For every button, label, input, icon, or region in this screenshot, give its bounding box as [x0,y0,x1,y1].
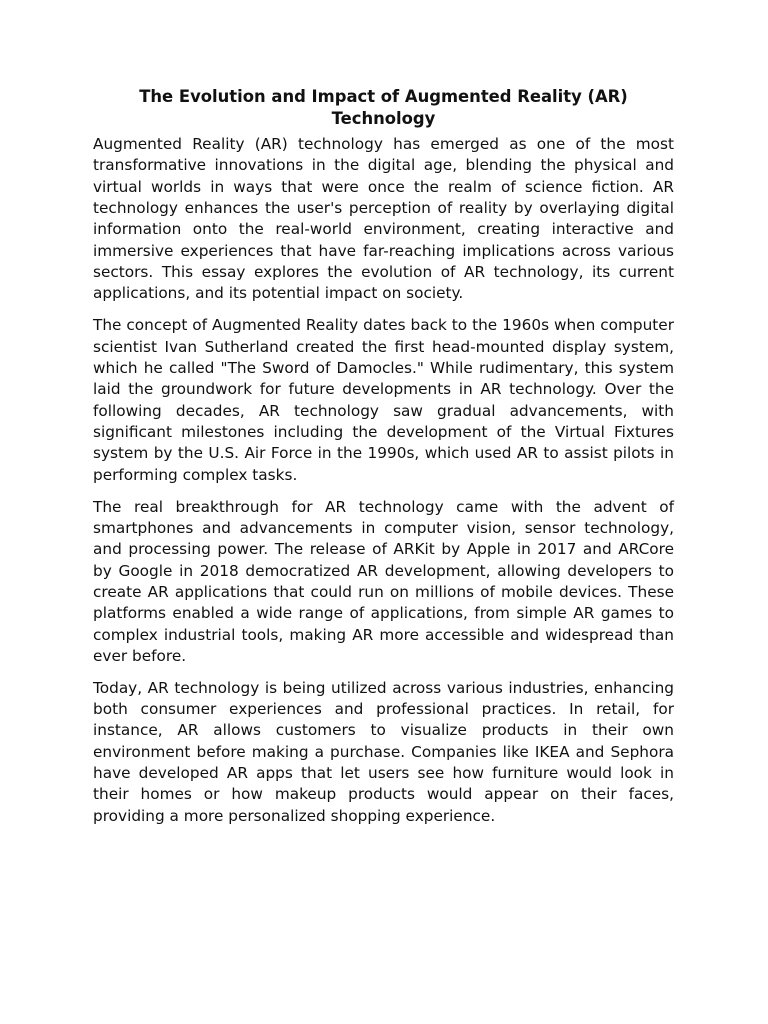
document-body [93,86,674,838]
document-title: The Evolution and Impact of Augmented Reality (AR) Technology [139,87,628,128]
paragraph-history: The concept of Augmented Reality dates back to the 1960s when computer scientist Ivan Sutherland created the first head-mounted display system, which he called "The Sword of Damocles." While rudimentary, this system laid the groundwork for future developments in AR technology. Over the following decades, AR technology saw gradual advancements, with significant milestones including the development of the Virtual Fixtures system by the U.S. Air Force in the 1990s, which used AR to assist pilots in performing complex tasks. [93,316,674,484]
paragraph-introduction: Augmented Reality (AR) technology has emerged as one of the most transformative innovations in the digital age, blending the physical and virtual worlds in ways that were once the realm of science fiction. AR technology enhances the user's perception of reality by overlaying digital information onto the real-world environment, creating interactive and immersive experiences that have far-reaching implications across various sectors. This essay explores the evolution of AR technology, its current applications, and its potential impact on society. [93,135,674,303]
paragraph-applications: Today, AR technology is being utilized across various industries, enhancing both consumer experiences and professional practices. In retail, for instance, AR allows customers to visualize products in their own environment before making a purchase. Companies like IKEA and Sephora have developed AR apps that let users see how furniture would look in their homes or how makeup products would appear on their faces, providing a more personalized shopping experience. [93,678,674,825]
paragraph-breakthrough: The real breakthrough for AR technology came with the advent of smartphones and advancements in computer vision, sensor technology, and processing power. The release of ARKit by Apple in 2017 and ARCore by Google in 2018 democratized AR development, allowing developers to create AR applications that could run on millions of mobile devices. These platforms enabled a wide range of applications, from simple AR games to complex industrial tools, making AR more accessible and widespread than ever before. [93,497,674,665]
